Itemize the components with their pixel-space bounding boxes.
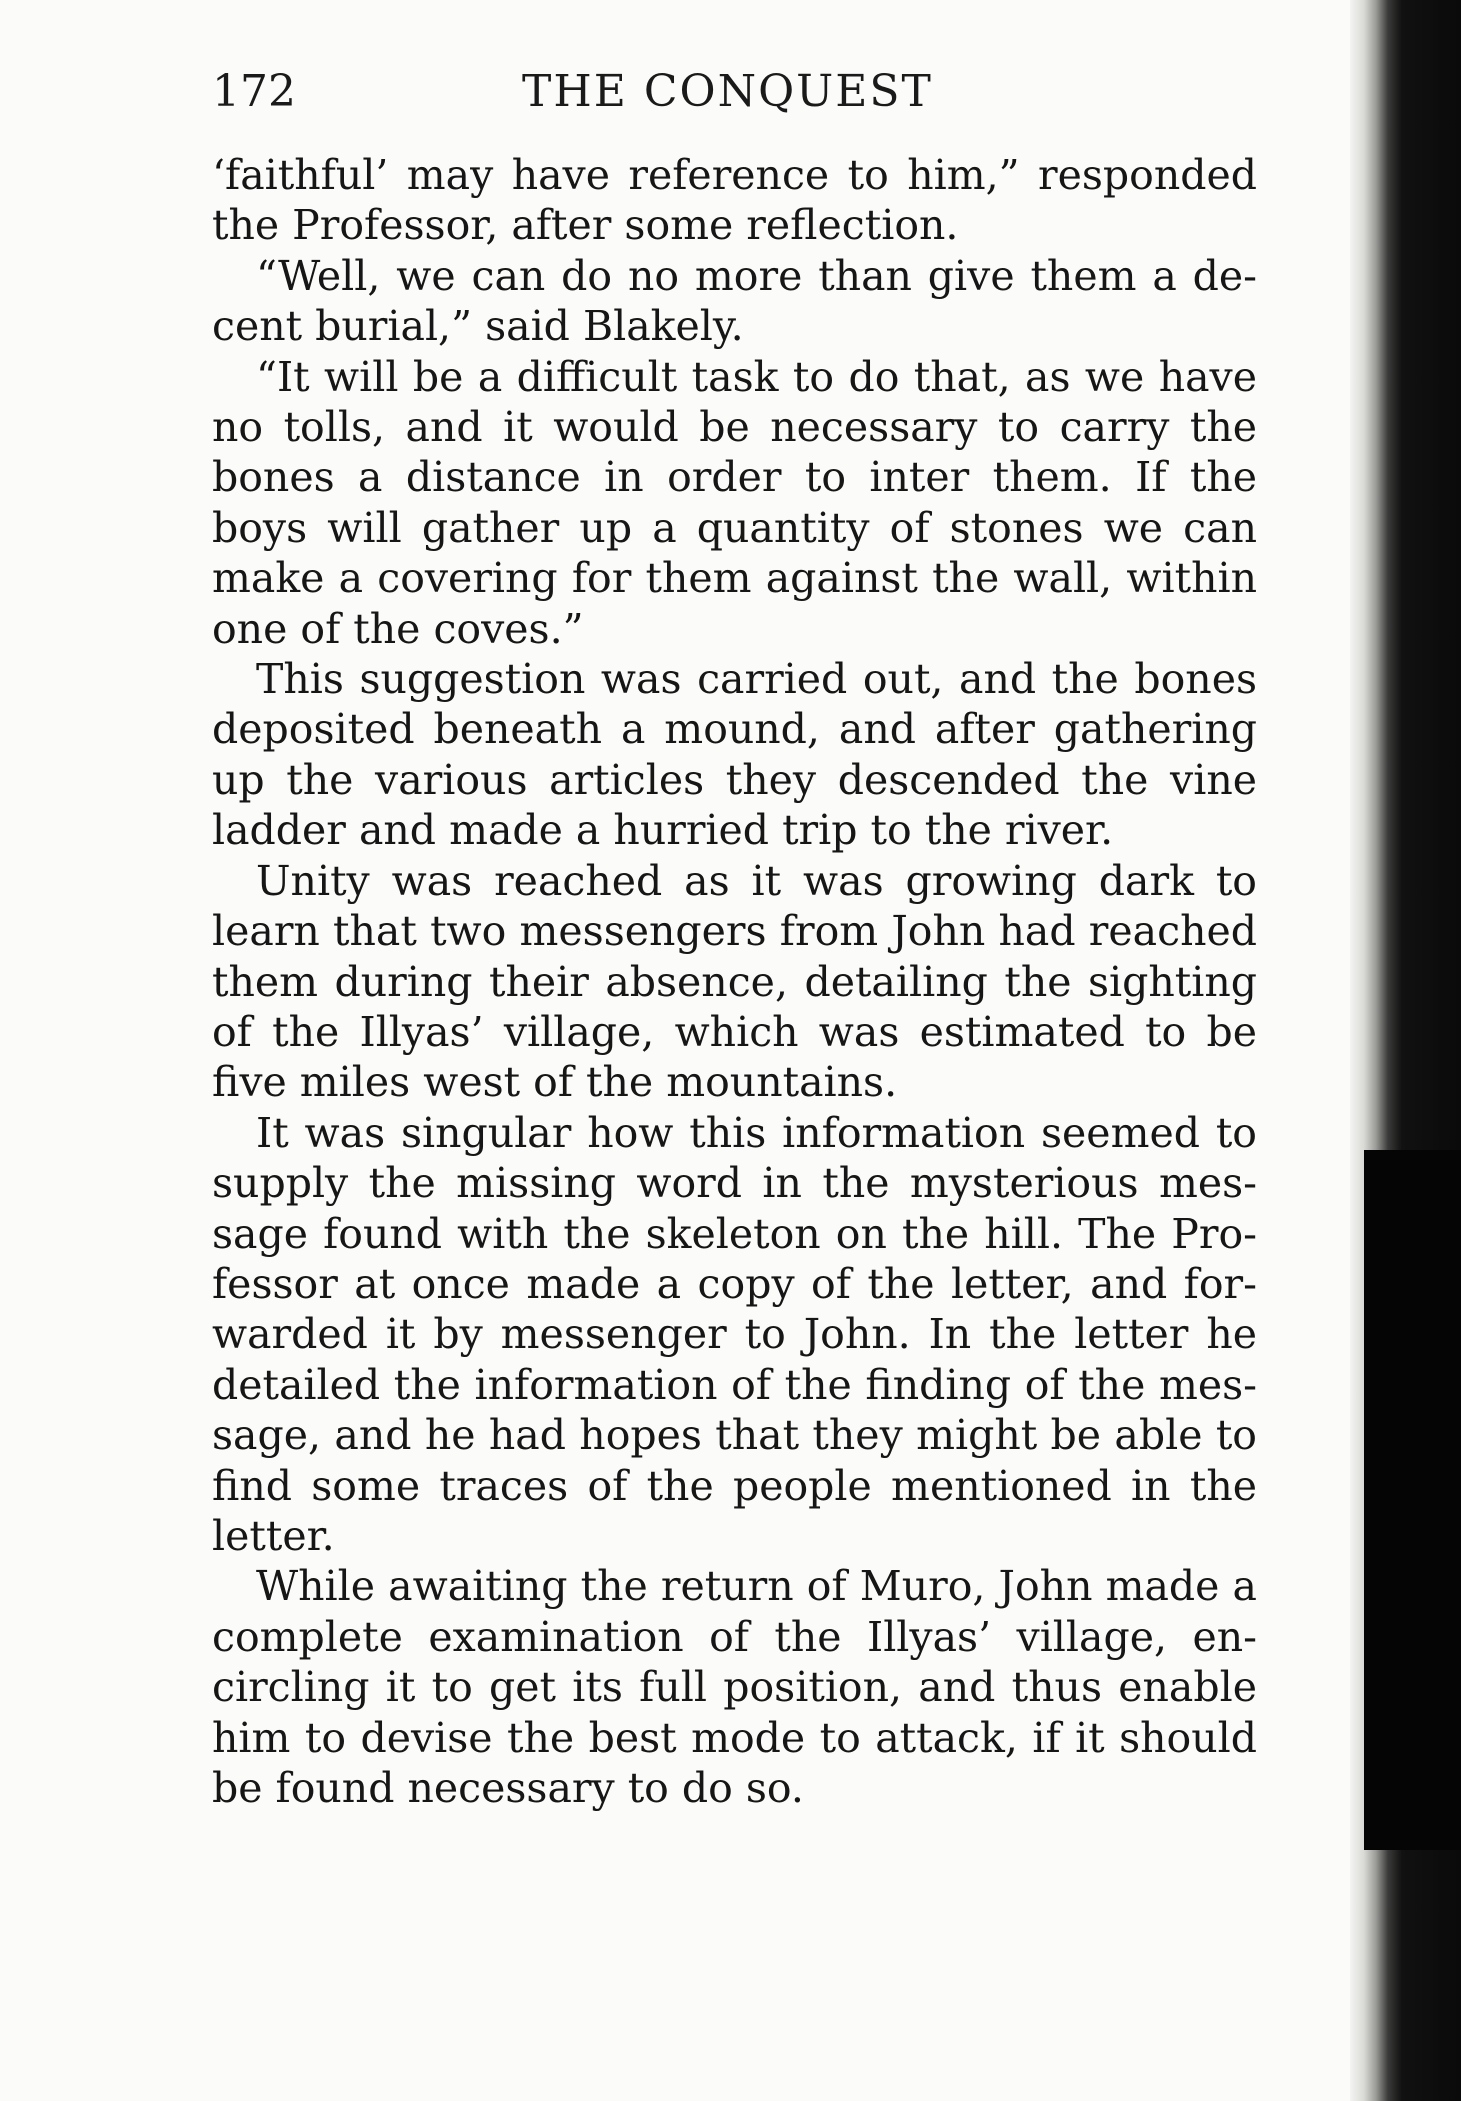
paragraph: “It will be a difficult task to do that, as we have no tolls, and it would be necessary to carry the bones a distance in order to inter them. If the boys will gather up a quantity of stones we can make a covering for them against the wall, within one of the coves.” — [212, 352, 1257, 653]
paragraph: “Well, we can do no more than give them a decent burial,” said Blakely. — [212, 251, 1257, 351]
paragraph: It was singular how this information seemed to supply the missing word in the mysterious message found with the skeleton on the hill. The Professor at once made a copy of the letter, and forwarded it by messenger to John. In the letter he detailed the information of the finding of the message, and he had hopes that they might be able to find some traces of the people mentioned in the letter. — [212, 1108, 1257, 1560]
paragraph: This suggestion was carried out, and the bones deposited beneath a mound, and after gathering up the various articles they descended the vine ladder and made a hurried trip to the river. — [212, 655, 1257, 855]
running-head: THE CONQUEST — [522, 66, 933, 117]
paragraph: While awaiting the return of Muro, John made a complete examination of the Illyas’ village, encircling it to get its full position, and thus enable him to devise the best mode to attack, if it should be found necessary to do so. — [212, 1562, 1257, 1812]
page-number: 172 — [212, 66, 296, 117]
paragraph: Unity was reached as it was growing dark to learn that two messengers from John had reached them during their absence, detailing the sighting of the Illyas’ village, which was estimated to be five miles west of the mountains. — [212, 856, 1257, 1107]
page-header — [212, 66, 1262, 126]
binding-dark-band — [1364, 1150, 1461, 1850]
body-text — [212, 150, 1257, 1813]
paragraph: ‘faithful’ may have reference to him,” responded the Professor, after some reflection. — [212, 151, 1257, 250]
